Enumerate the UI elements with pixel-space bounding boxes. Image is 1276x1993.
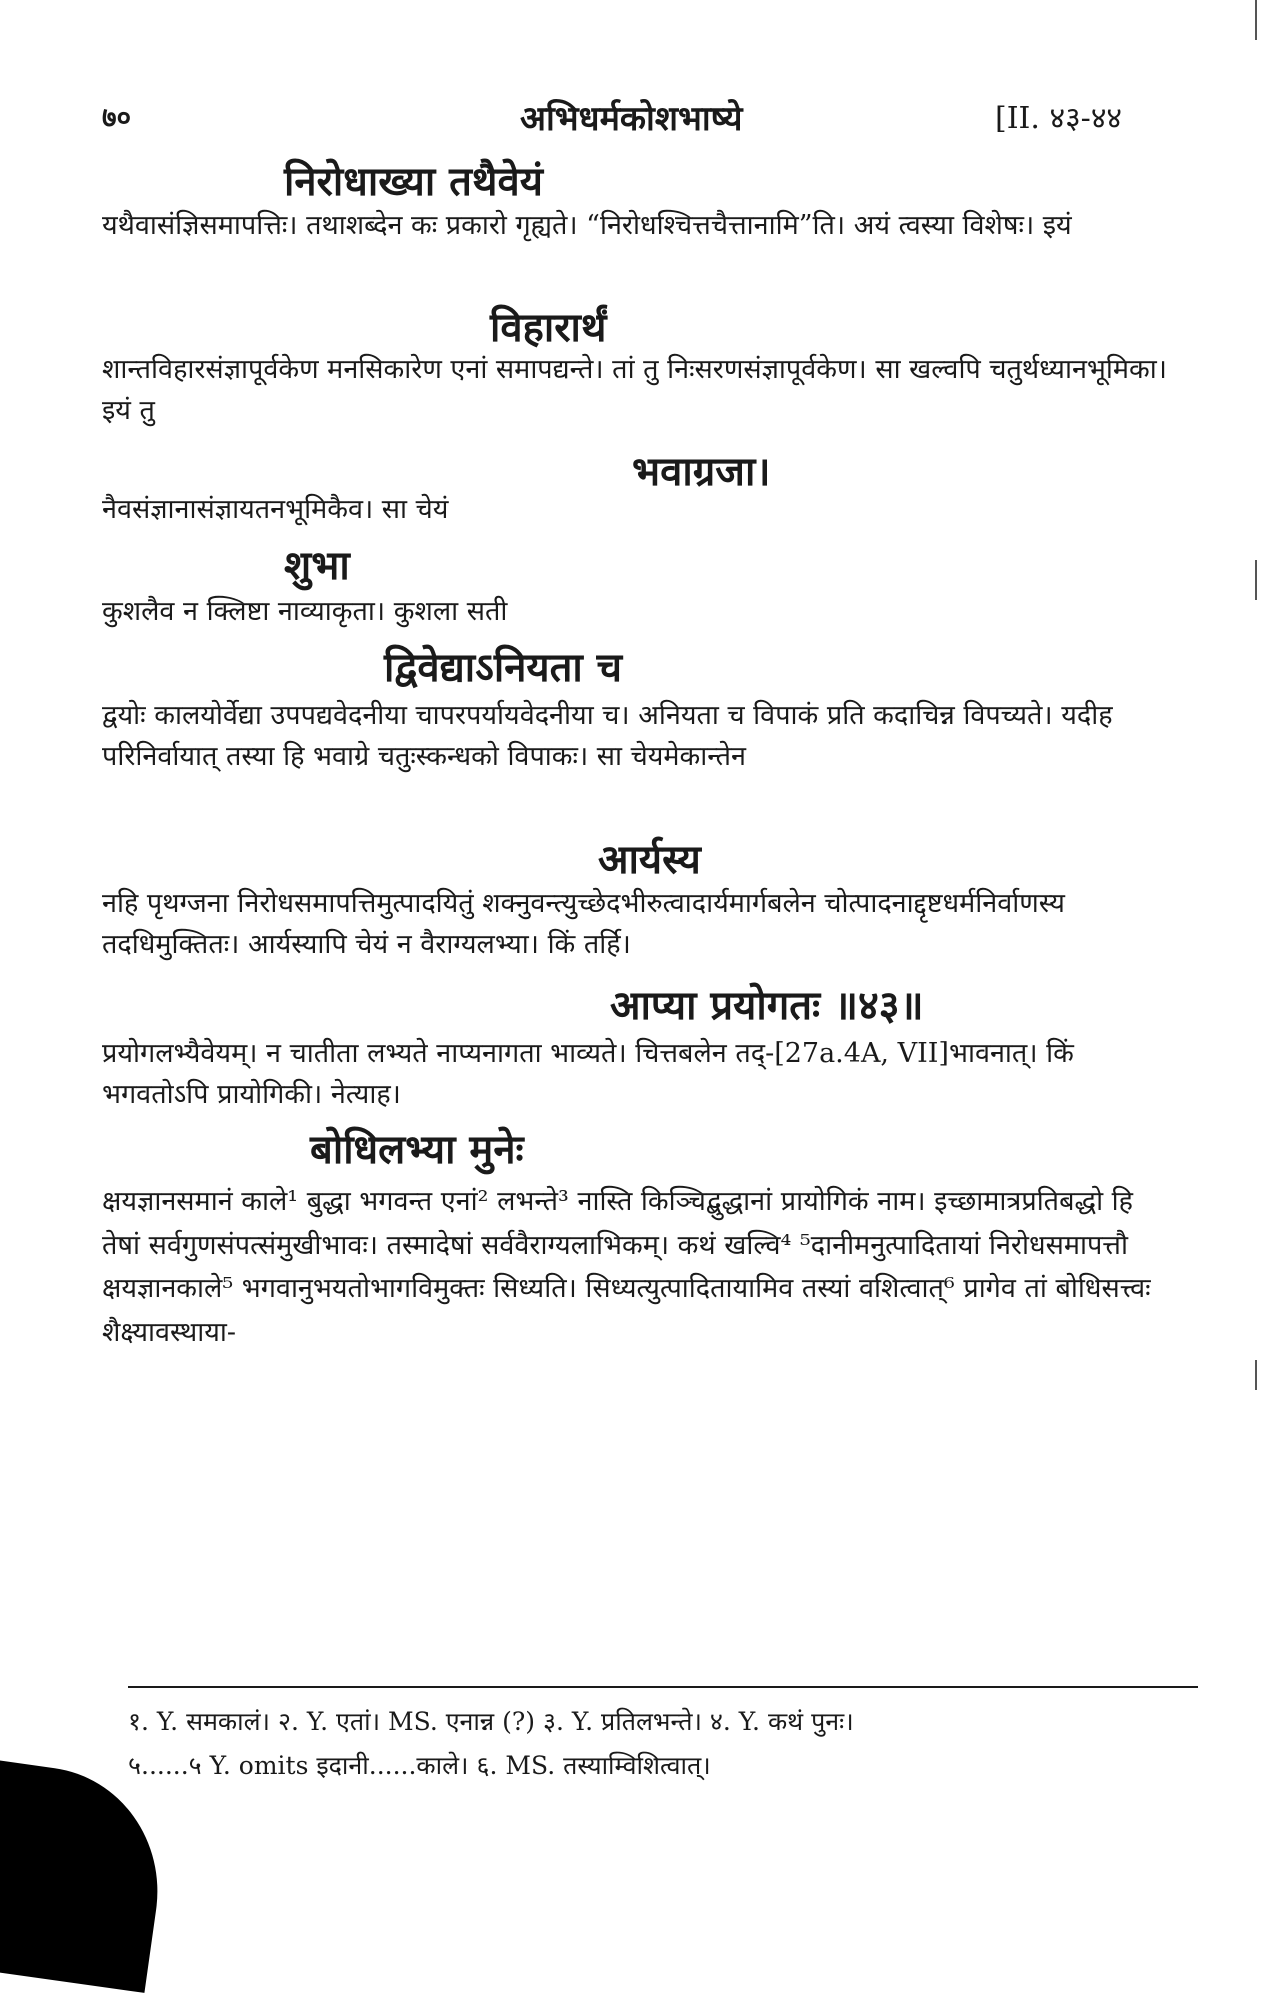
commentary-paragraph: क्षयज्ञानसमानं काले¹ बुद्धा भगवन्त एनां² लभन्ते³ नास्ति किञ्चिद्बुद्धानां प्रायोगिकं नाम। इच्छामात्रप्रतिबद्धो हि तेषां सर्वगुणसंपत्संमुखीभावः। तस्मादेषां सर्ववैराग्यलाभिकम्। कथं खल्वि⁴ ⁵दानीमनुत्पादितायां निरोधसमापत्तौ क्षयज्ञानकाले⁵ भगवानुभयतोभागविमुक्तः सिध्यति। सिध्यत्युत्पादितायामिव तस्यां वशित्वात्⁶ प्रागेव तां बोधिसत्त्वः शैक्ष्यावस्थाया-: [102, 1186, 1151, 1349]
section-reference: [II. ४३-४४: [995, 101, 1123, 136]
commentary-paragraph: प्रयोगलभ्यैवेयम्। न चातीता लभ्यते नाप्यनागता भाव्यते। चित्तबलेन तद्-[27a.4A, VII]भावनात्। किं भगवतोऽपि प्रायोगिकी। नेत्याह।: [102, 1038, 1074, 1110]
footnote-line: १. Y. समकालं। २. Y. एतां। MS. एनान्न (?) ३. Y. प्रतिलभन्ते। ४. Y. कथं पुनः।: [128, 1707, 854, 1736]
scan-edge-mark: [1255, 1360, 1257, 1390]
page-number: ७०: [102, 101, 132, 134]
commentary-paragraph: शान्तविहारसंज्ञापूर्वकेण मनसिकारेण एनां समापद्यन्ते। तां तु निःसरणसंज्ञापूर्वकेण। सा खल्वपि चतुर्थध्यानभूमिका। इयं तु: [102, 354, 1168, 426]
footnote-line: ५......५ Y. omits इदानी......काले। ६. MS. तस्याम्विशित्वात्।: [128, 1751, 711, 1780]
verse-line: निरोधाख्या तथैवेयं: [284, 158, 543, 205]
scan-edge-mark: [1255, 0, 1257, 40]
commentary-paragraph: द्वयोः कालयोर्वेद्या उपपद्यवेदनीया चापरपर्यायवेदनीया च। अनियता च विपाकं प्रति कदाचिन्न विपच्यते। यदीह परिनिर्वायात् तस्या हि भवाग्रे चतुःस्कन्धको विपाकः। सा चेयमेकान्तेन: [102, 700, 1113, 772]
commentary-paragraph: कुशलैव न क्लिष्टा नाव्याकृता। कुशला सती: [102, 596, 508, 627]
commentary-paragraph: नैवसंज्ञानासंज्ञायतनभूमिकैव। सा चेयं: [102, 494, 449, 525]
commentary-paragraph: यथैवासंज्ञिसमापत्तिः। तथाशब्देन कः प्रकारो गृह्यते। “निरोधश्चित्तचैत्तानामि”ति। अयं त्वस्या विशेषः। इयं: [102, 210, 1072, 241]
footnote-rule: [128, 1686, 1198, 1688]
verse-line: विहारार्थं: [490, 304, 607, 351]
commentary-paragraph: नहि पृथग्जना निरोधसमापत्तिमुत्पादयितुं शक्नुवन्त्युच्छेदभीरुत्वादार्यमार्गबलेन चोत्पादनाद्दृष्टधर्मनिर्वाणस्य तदधिमुक्तितः। आर्यस्यापि चेयं न वैराग्यलभ्या। किं तर्हि।: [102, 888, 1065, 960]
scan-edge-mark: [1255, 560, 1257, 600]
running-title: अभिधर्मकोशभाष्ये: [520, 99, 743, 139]
verse-line: द्विवेद्याऽनियता च: [384, 644, 623, 691]
verse-line: आप्या प्रयोगतः ॥४३॥: [610, 982, 924, 1029]
verse-line: भवाग्रजा।: [632, 448, 771, 495]
scan-shadow: [0, 1757, 174, 1993]
verse-line: शुभा: [284, 542, 350, 589]
verse-line: आर्यस्य: [598, 836, 701, 883]
verse-line: बोधिलभ्या मुनेः: [310, 1126, 524, 1173]
